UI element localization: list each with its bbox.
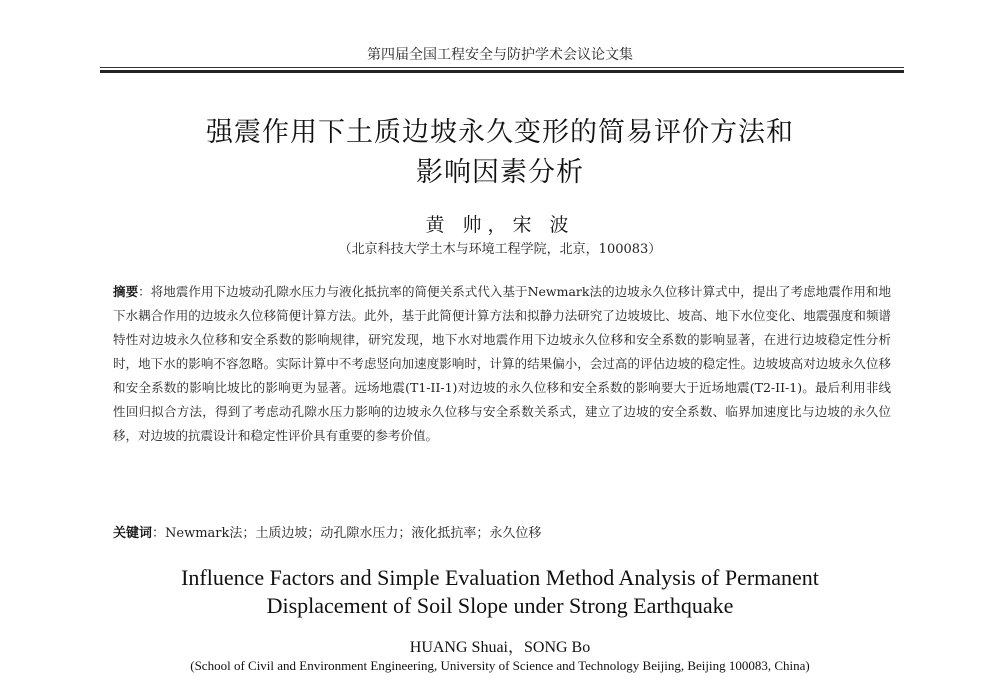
header-rule-thick (100, 70, 904, 73)
paper-title-en-line1: Influence Factors and Simple Evaluation Method Analysis of Permanent (181, 565, 819, 590)
paper-title-zh-line2: 影响因素分析 (416, 157, 584, 188)
paper-title-zh-line1: 强震作用下土质边坡永久变形的简易评价方法和 (206, 117, 794, 148)
abstract (113, 280, 891, 448)
authors-en: HUANG Shuai，SONG Bo (409, 639, 591, 656)
affiliation-zh: （北京科技大学土木与环境工程学院，北京，100083） (338, 242, 662, 257)
paper-title-en (0, 564, 1000, 620)
keywords-text: ：Newmark法；土质边坡；动孔隙水压力；液化抵抗率；永久位移 (152, 526, 542, 541)
keywords (113, 522, 891, 541)
authors-zh: 黄 帅，宋 波 (425, 214, 575, 236)
paper-title-zh (0, 113, 1000, 193)
running-header: 第四届全国工程安全与防护学术会议论文集 (367, 47, 633, 63)
paper-title-en-line2: Displacement of Soil Slope under Strong Earthquake (266, 593, 734, 618)
affiliation-en: (School of Civil and Environment Engineering, University of Science and Technology Beijing, Beijing 100083, China) (190, 658, 810, 673)
abstract-label: 摘要 (113, 284, 139, 299)
keywords-label: 关键词 (113, 526, 153, 541)
header-rule-thin (100, 67, 904, 68)
abstract-text: ：将地震作用下边坡动孔隙水压力与液化抵抗率的简便关系式代入基于Newmark法的边坡永久位移计算式中，提出了考虑地震作用和地下水耦合作用的边坡永久位移简便计算方法。此外，基于此简便计算方法和拟静力法研究了边坡坡比、坡高、地下水位变化、地震强度和频谱特性对边坡永久位移和安全系数的影响规律，研究发现，地下水对地震作用下边坡永久位移和安全系数的影响显著，在进行边坡稳定性分析时，地下水的影响不容忽略。实际计算中不考虑竖向加速度影响时，计算的结果偏小，会过高的评估边坡的稳定性。边坡坡高对边坡永久位移和安全系数的影响比坡比的影响更为显著。远场地震(T1-II-1)对边坡的永久位移和安全系数的影响要大于近场地震(T2-II-1)。最后利用非线性回归拟合方法，得到了考虑动孔隙水压力影响的边坡永久位移与安全系数关系式，建立了边坡的安全系数、临界加速度比与边坡的永久位移，对边坡的抗震设计和稳定性评价具有重要的参考价值。 (113, 284, 891, 443)
